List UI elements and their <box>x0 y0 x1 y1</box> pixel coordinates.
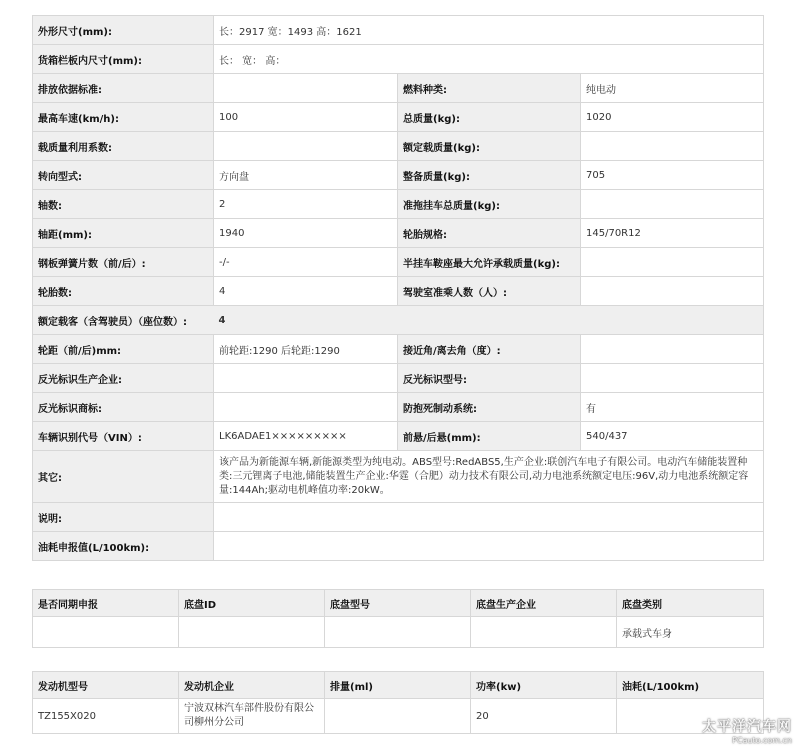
other-value: 该产品为新能源车辆,新能源类型为纯电动。ABS型号:RedABS5,生产企业:联创汽车电子有限公司。电动汽车储能装置种类:三元锂离子电池,储能装置生产企业:华霆（合肥）动力技术有限公司,动力电池系统额定电压:96V,动力电池系统额定容量:144Ah;驱动电机峰值功率:20kW。 <box>214 451 764 503</box>
watermark-sub: PCauto.com.cn <box>732 736 792 745</box>
chassis-cell: 承载式车身 <box>617 617 764 648</box>
engine-cell: 20 <box>471 699 617 734</box>
chassis-cell <box>179 617 325 648</box>
spec-row <box>33 335 764 364</box>
spec-row <box>33 219 764 248</box>
spec-row <box>33 277 764 306</box>
pcauto-watermark <box>702 716 792 745</box>
spec-value: 4 <box>214 277 398 306</box>
spec-label: 燃料种类: <box>398 74 581 103</box>
spec-value: LK6ADAE1××××××××× <box>214 422 398 451</box>
spec-value <box>214 364 398 393</box>
spec-row-cargo <box>33 45 764 74</box>
engine-header: 发动机企业 <box>179 672 325 699</box>
spec-value: 1940 <box>214 219 398 248</box>
spec-value: 705 <box>581 161 764 190</box>
spec-label: 排放依据标准: <box>33 74 214 103</box>
spec-row-seats <box>33 306 764 335</box>
spec-value <box>581 132 764 161</box>
spec-label: 转向型式: <box>33 161 214 190</box>
engine-header: 排量(ml) <box>325 672 471 699</box>
vehicle-spec-table <box>32 15 764 561</box>
chassis-header: 是否同期申报 <box>33 590 179 617</box>
spec-value: 100 <box>214 103 398 132</box>
spec-label: 反光标识生产企业: <box>33 364 214 393</box>
spec-value <box>581 277 764 306</box>
vehicle-spec-table-container <box>32 15 763 561</box>
spec-label: 轮距（前/后)mm: <box>33 335 214 364</box>
spec-value: 方向盘 <box>214 161 398 190</box>
spec-label: 轴距(mm): <box>33 219 214 248</box>
spec-row <box>33 393 764 422</box>
spec-label: 反光标识商标: <box>33 393 214 422</box>
chassis-cell <box>471 617 617 648</box>
spec-value: 145/70R12 <box>581 219 764 248</box>
engine-cell: 宁波双林汽车部件股份有限公司柳州分公司 <box>179 699 325 734</box>
spec-label: 前悬/后悬(mm): <box>398 422 581 451</box>
spec-row <box>33 422 764 451</box>
spec-value: 前轮距:1290 后轮距:1290 <box>214 335 398 364</box>
spec-value: 540/437 <box>581 422 764 451</box>
chassis-cell <box>33 617 179 648</box>
chassis-data-row <box>33 617 764 648</box>
spec-label: 接近角/离去角（度）: <box>398 335 581 364</box>
dimensions-label: 外形尺寸(mm): <box>33 16 214 45</box>
spec-row <box>33 190 764 219</box>
chassis-header: 底盘类别 <box>617 590 764 617</box>
spec-value: 纯电动 <box>581 74 764 103</box>
other-label: 其它: <box>33 451 214 503</box>
spec-row <box>33 103 764 132</box>
spec-row <box>33 364 764 393</box>
spec-label: 防抱死制动系统: <box>398 393 581 422</box>
spec-value <box>581 190 764 219</box>
spec-label: 反光标识型号: <box>398 364 581 393</box>
spec-row-other <box>33 451 764 503</box>
spec-value <box>581 335 764 364</box>
chassis-cell <box>325 617 471 648</box>
cargo-box-label: 货箱栏板内尺寸(mm): <box>33 45 214 74</box>
spec-label: 轮胎数: <box>33 277 214 306</box>
cargo-box-value: 长： 宽： 高： <box>214 45 764 74</box>
chassis-table <box>32 589 764 648</box>
spec-value: 2 <box>214 190 398 219</box>
note-label: 说明: <box>33 503 214 532</box>
spec-row-note <box>33 503 764 532</box>
spec-label: 总质量(kg): <box>398 103 581 132</box>
spec-value <box>214 393 398 422</box>
spec-row-dimensions <box>33 16 764 45</box>
chassis-header: 底盘ID <box>179 590 325 617</box>
watermark-main: 太平洋汽车网 <box>702 719 792 735</box>
dimensions-value: 长：2917 宽：1493 高：1621 <box>214 16 764 45</box>
spec-row-fuel <box>33 532 764 561</box>
spec-label: 额定载质量(kg): <box>398 132 581 161</box>
spec-value: 有 <box>581 393 764 422</box>
spec-value <box>581 364 764 393</box>
chassis-header: 底盘型号 <box>325 590 471 617</box>
spec-row <box>33 248 764 277</box>
engine-data-row <box>33 699 764 734</box>
spec-value <box>214 132 398 161</box>
seats-label: 额定载客（含驾驶员）（座位数）: <box>33 306 214 335</box>
spec-value <box>214 74 398 103</box>
chassis-header-row <box>33 590 764 617</box>
seats-value: 4 <box>214 306 764 335</box>
engine-header: 发动机型号 <box>33 672 179 699</box>
spec-label: 准拖挂车总质量(kg): <box>398 190 581 219</box>
note-value <box>214 503 764 532</box>
spec-value: -/- <box>214 248 398 277</box>
spec-label: 最高车速(km/h): <box>33 103 214 132</box>
spec-label: 载质量利用系数: <box>33 132 214 161</box>
engine-header-row <box>33 672 764 699</box>
engine-cell: TZ155X020 <box>33 699 179 734</box>
fuel-label: 油耗申报值(L/100km): <box>33 532 214 561</box>
engine-header: 油耗(L/100km) <box>617 672 764 699</box>
spec-value <box>581 248 764 277</box>
fuel-value <box>214 532 764 561</box>
engine-cell <box>325 699 471 734</box>
chassis-header: 底盘生产企业 <box>471 590 617 617</box>
spec-label: 钢板弹簧片数（前/后）: <box>33 248 214 277</box>
spec-value: 1020 <box>581 103 764 132</box>
engine-table-container <box>32 671 763 734</box>
spec-label: 半挂车鞍座最大允许承载质量(kg): <box>398 248 581 277</box>
engine-table <box>32 671 764 734</box>
chassis-table-container <box>32 589 763 648</box>
spec-label: 整备质量(kg): <box>398 161 581 190</box>
spec-row <box>33 74 764 103</box>
spec-label: 驾驶室准乘人数（人）: <box>398 277 581 306</box>
spec-row <box>33 132 764 161</box>
spec-label: 车辆识别代号（VIN）: <box>33 422 214 451</box>
spec-label: 轴数: <box>33 190 214 219</box>
engine-header: 功率(kw) <box>471 672 617 699</box>
spec-row <box>33 161 764 190</box>
spec-label: 轮胎规格: <box>398 219 581 248</box>
